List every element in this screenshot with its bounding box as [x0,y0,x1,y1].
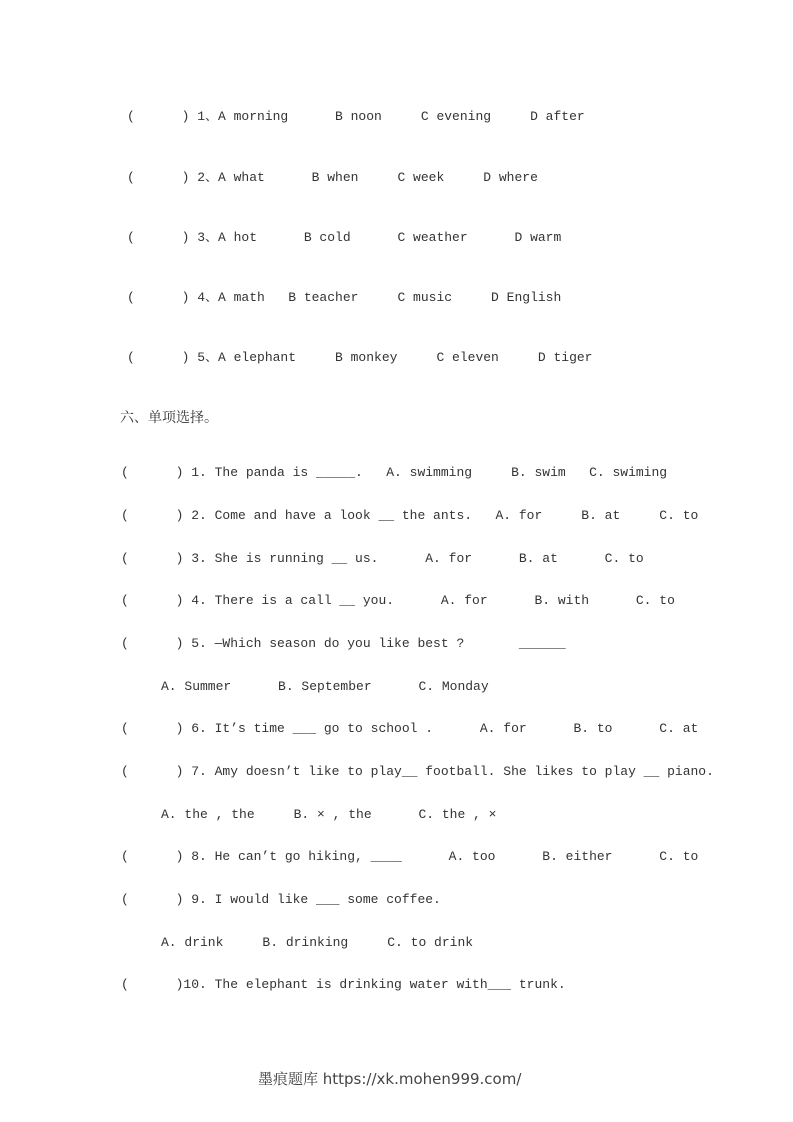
question-line: ( ) 4、A math B teacher C music D English [127,290,562,305]
options-line: A. Summer B. September C. Monday [161,679,489,694]
question-line: ( ) 3、A hot B cold C weather D warm [127,230,562,245]
footer-watermark: 墨痕题库 https://xk.mohen999.com/ [258,1070,522,1088]
question-line: ( ) 5. —Which season do you like best ? ______ [121,636,566,651]
question-line: ( ) 5、A elephant B monkey C eleven D tiger [127,350,593,365]
question-line: ( ) 1. The panda is _____. A. swimming B. swim C. swiming [121,465,668,480]
options-line: A. the , the B. × , the C. the , × [161,807,497,822]
options-line: A. drink B. drinking C. to drink [161,935,474,950]
question-line: ( ) 7. Amy doesn’t like to play__ football. She likes to play __ piano. [121,764,714,779]
section-title: 六、单项选择。 [120,410,218,426]
question-line: ( ) 2、A what B when C week D where [127,170,538,185]
question-line: ( ) 8. He can’t go hiking, ____ A. too B. either C. to [121,849,699,864]
question-line: ( ) 6. It’s time ___ go to school . A. for B. to C. at [121,721,699,736]
question-line: ( ) 9. I would like ___ some coffee. [121,892,441,907]
question-line: ( ) 3. She is running __ us. A. for B. at C. to [121,551,644,566]
question-line: ( ) 2. Come and have a look __ the ants. A. for B. at C. to [121,508,699,523]
question-line: ( ) 4. There is a call __ you. A. for B. with C. to [121,593,675,608]
question-line: ( )10. The elephant is drinking water with___ trunk. [121,977,566,992]
question-line: ( ) 1、A morning B noon C evening D after [127,109,585,124]
